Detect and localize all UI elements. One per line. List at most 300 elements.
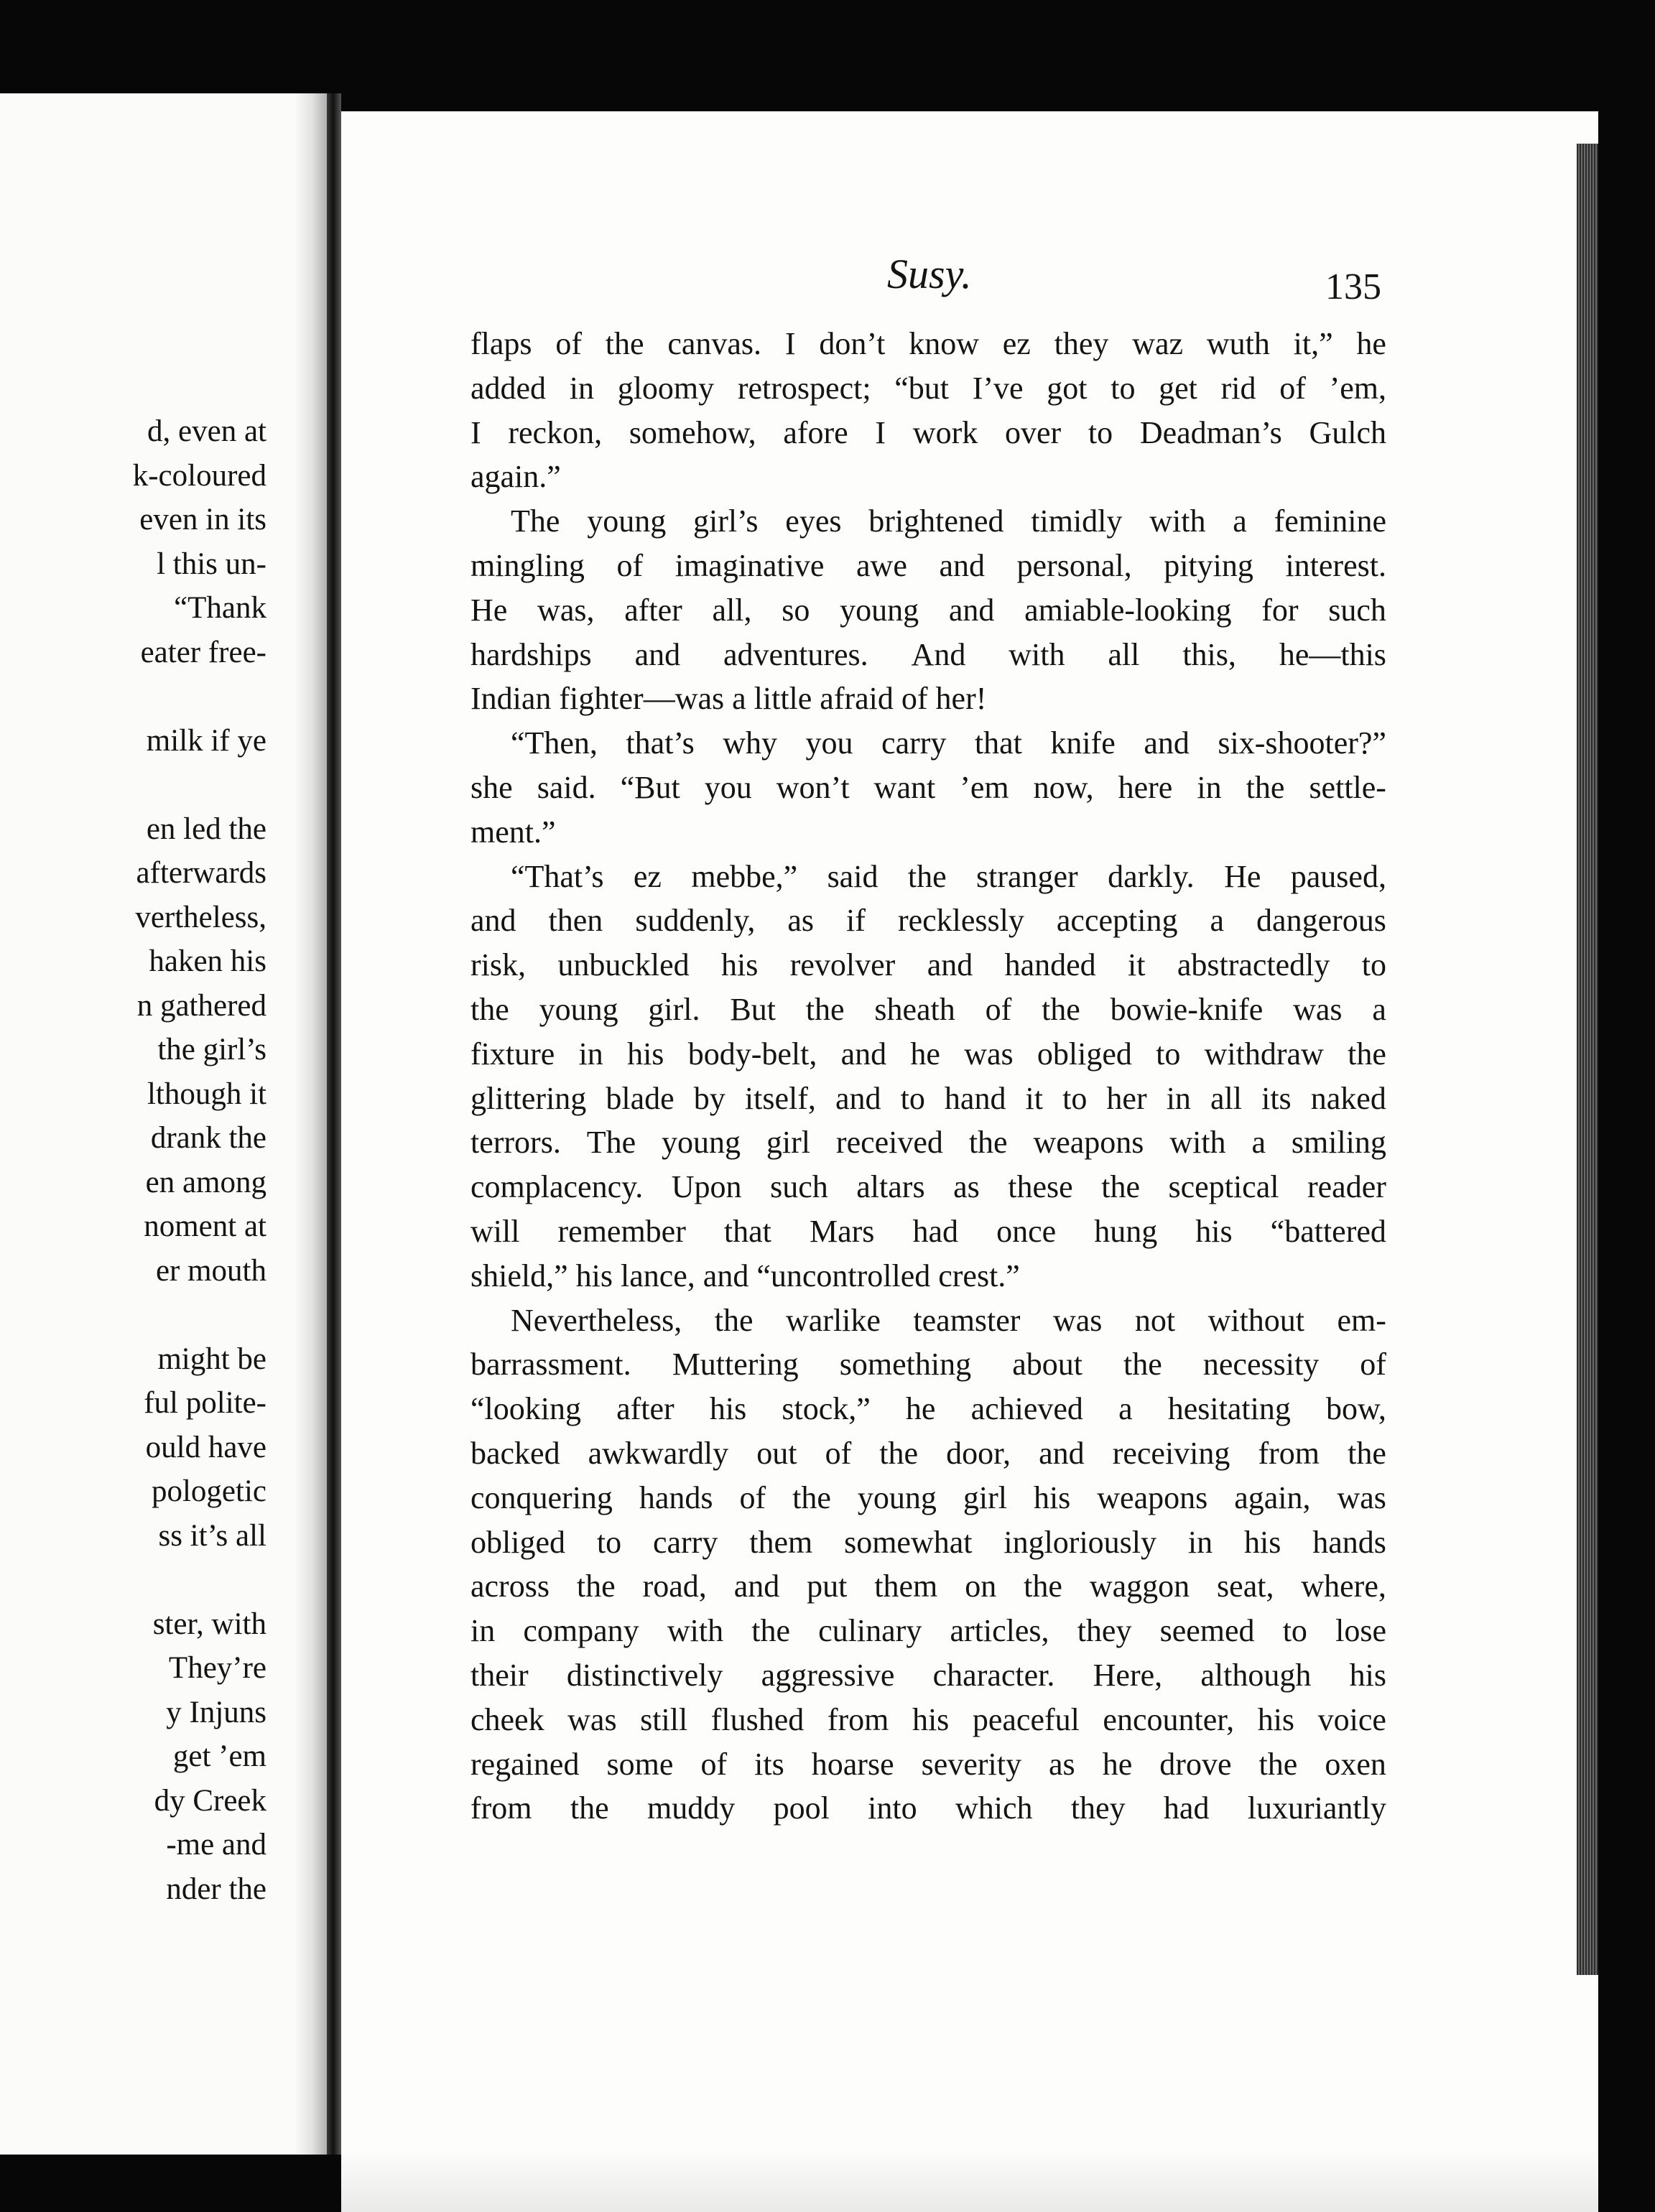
word: the [1024, 1569, 1062, 1604]
word: “But [620, 769, 680, 805]
word: he—this [1279, 636, 1386, 672]
word: for [1261, 592, 1299, 628]
text-line [470, 544, 1386, 588]
word: Here, [1093, 1657, 1163, 1693]
word: and [927, 947, 973, 983]
page-bottom-shadow [341, 2147, 1598, 2212]
word: the [1246, 769, 1285, 805]
text-line [470, 1209, 1386, 1254]
word: he [1102, 1746, 1133, 1782]
word: regained [470, 1746, 580, 1782]
word: it,” [1293, 326, 1333, 361]
word: drove [1159, 1746, 1232, 1782]
word: to [1111, 370, 1136, 406]
word: carry [881, 725, 947, 761]
word: her [1106, 1080, 1147, 1116]
word: I [470, 414, 481, 450]
text-line [470, 322, 1386, 366]
word: the [576, 1569, 616, 1604]
left-page-line: nder the [166, 1872, 266, 1906]
word: the [1258, 1746, 1298, 1782]
word: and [840, 1036, 887, 1072]
left-page-line: “Thank [174, 591, 266, 625]
word: to [1282, 1613, 1307, 1649]
word: somehow, [629, 414, 756, 450]
book-gutter [327, 93, 341, 2155]
word: why [723, 725, 778, 761]
word: to [900, 1080, 925, 1116]
left-page-line: noment at [144, 1209, 266, 1243]
word: she [470, 769, 513, 805]
word: and [939, 547, 985, 583]
left-page-line: dy Creek [154, 1783, 266, 1818]
word: necessity [1202, 1347, 1320, 1382]
word: said [827, 858, 879, 894]
text-line [470, 988, 1386, 1032]
word: girl [766, 1125, 811, 1161]
text-line [470, 1032, 1386, 1077]
word: his [1244, 1524, 1281, 1560]
word: abstractedly [1177, 947, 1330, 983]
word: seat, [1217, 1569, 1274, 1604]
word: stranger [976, 858, 1078, 894]
word: so [782, 592, 810, 628]
word: bow, [1325, 1391, 1386, 1427]
word: of [616, 547, 644, 583]
left-page-line: pologetic [151, 1474, 266, 1508]
word: articles, [950, 1613, 1049, 1649]
word: em- [1337, 1302, 1386, 1338]
left-page-line: ss it’s all [158, 1518, 266, 1553]
word: terrors. [470, 1125, 561, 1161]
word: girl [963, 1479, 1007, 1515]
word: their [470, 1657, 529, 1693]
word: with [1009, 636, 1065, 672]
left-page-line: ful polite- [144, 1386, 266, 1420]
word: was [964, 1036, 1014, 1072]
word: not [1134, 1302, 1176, 1338]
word: teamster [913, 1302, 1021, 1338]
word: suddenly, [635, 903, 756, 939]
word: reckon, [508, 414, 603, 450]
word: He [1224, 858, 1261, 894]
word: reader [1307, 1169, 1386, 1205]
text-line [470, 588, 1386, 633]
word: they [1054, 326, 1109, 361]
word: of [700, 1746, 728, 1782]
word: body-belt, [687, 1036, 817, 1072]
word: he [1356, 326, 1386, 361]
word: he [905, 1391, 936, 1427]
word: achieved [970, 1391, 1083, 1427]
word: hoarse [811, 1746, 894, 1782]
text-line [470, 1520, 1386, 1565]
word: of [985, 991, 1012, 1027]
word: warlike [785, 1302, 881, 1338]
word: character. [932, 1657, 1055, 1693]
word: young [857, 1479, 937, 1515]
word: accepting [1056, 903, 1178, 939]
word: the [470, 991, 509, 1027]
word: young [662, 1125, 741, 1161]
word: recklessly [897, 903, 1024, 939]
word: from [470, 1790, 532, 1826]
word: hardships [470, 636, 592, 672]
word: of [739, 1479, 766, 1515]
word: put [807, 1569, 848, 1604]
word: on [965, 1569, 997, 1604]
word: a [1233, 503, 1247, 539]
left-page-text [0, 409, 266, 1911]
word: waggon [1089, 1569, 1190, 1604]
word: to [596, 1524, 622, 1560]
word: mebbe,” [691, 858, 798, 894]
word: as [787, 903, 815, 939]
word: then [548, 903, 603, 939]
word: a [1118, 1391, 1133, 1427]
word: paused, [1290, 858, 1386, 894]
word: young [587, 503, 667, 539]
word: you [805, 725, 853, 761]
word: naked [1310, 1080, 1386, 1116]
word: and [733, 1569, 780, 1604]
left-page-line: even in its [139, 503, 266, 536]
word: all [1210, 1080, 1243, 1116]
word: you [704, 769, 752, 805]
word: ez [633, 858, 662, 894]
word: that [974, 725, 1022, 761]
word: where, [1301, 1569, 1386, 1604]
word: timidly [1031, 503, 1123, 539]
word: his [721, 947, 759, 983]
word: Gulch [1309, 414, 1386, 450]
word: barrassment. [470, 1347, 631, 1382]
word: brightened [868, 503, 1004, 539]
word: the [1348, 1435, 1386, 1471]
word: sheath [874, 991, 955, 1027]
text-line: shield,” his lance, and “uncontrolled crest.” [470, 1258, 1020, 1293]
word: complacency. [470, 1169, 644, 1205]
left-page-line [0, 674, 266, 719]
word: ingloriously [1003, 1524, 1157, 1560]
word: they [1070, 1790, 1126, 1826]
word: without [1207, 1302, 1305, 1338]
word: some [606, 1746, 674, 1782]
word: a [1372, 991, 1386, 1027]
word: “looking [470, 1391, 581, 1427]
word: personal, [1016, 547, 1132, 583]
word: something [839, 1347, 972, 1382]
word: the [605, 326, 644, 361]
word: knife [1050, 725, 1116, 761]
word: work [912, 414, 978, 450]
word: young [840, 592, 919, 628]
word: ez [1002, 326, 1031, 361]
word: received [835, 1125, 943, 1161]
word: muddy [646, 1790, 736, 1826]
text-line [470, 1476, 1386, 1520]
word: the [751, 1613, 790, 1649]
word: voice [1317, 1701, 1386, 1737]
word: of [1360, 1347, 1386, 1382]
word: after [624, 592, 682, 628]
word: altars [856, 1169, 925, 1205]
word: “but [894, 370, 950, 406]
word: and [634, 636, 681, 672]
word: But [730, 991, 776, 1027]
word: this, [1182, 636, 1236, 672]
text-line [470, 1653, 1386, 1698]
page-number: 135 [1325, 266, 1381, 307]
word: his [1033, 1479, 1071, 1515]
word: oxen [1325, 1746, 1386, 1782]
word: the [1348, 1036, 1386, 1072]
word: “battered [1270, 1213, 1386, 1249]
left-page-line: en among [145, 1165, 266, 1199]
word: mingling [470, 547, 585, 583]
word: pitying [1164, 547, 1253, 583]
word: his [912, 1701, 950, 1737]
word: had [912, 1213, 958, 1249]
word: wuth [1206, 326, 1270, 361]
word: out [756, 1435, 797, 1471]
word: its [754, 1746, 784, 1782]
word: I’ve [972, 370, 1024, 406]
word: that’s [626, 725, 695, 761]
word: weapons [1097, 1479, 1208, 1515]
left-page-line: drank the [150, 1121, 266, 1155]
word: as [953, 1169, 980, 1205]
word: in [569, 370, 594, 406]
word: to [1361, 947, 1386, 983]
word: from [1258, 1435, 1320, 1471]
word: I [875, 414, 886, 450]
word: Deadman’s [1139, 414, 1282, 450]
word: afore [783, 414, 848, 450]
word: bowie-knife [1110, 991, 1264, 1027]
word: unbuckled [557, 947, 690, 983]
word: of [825, 1435, 852, 1471]
word: all, [712, 592, 752, 628]
word: flushed [710, 1701, 805, 1737]
word: over [1004, 414, 1062, 450]
word: was [567, 1701, 617, 1737]
left-page-line [0, 763, 266, 807]
word: door, [946, 1435, 1011, 1471]
word: sceptical [1168, 1169, 1279, 1205]
word: hung [1094, 1213, 1158, 1249]
text-line [470, 1298, 1386, 1343]
word: obliged [1037, 1036, 1132, 1072]
word: Upon [671, 1169, 742, 1205]
word: of [555, 326, 582, 361]
word: young [539, 991, 618, 1027]
left-page-line: l this un- [157, 547, 266, 581]
text-line [470, 855, 1386, 899]
word: hesitating [1167, 1391, 1291, 1427]
word: the [805, 991, 845, 1027]
word: a [1251, 1125, 1266, 1161]
word: hand [944, 1080, 1006, 1116]
word: interest. [1285, 547, 1386, 583]
running-head: Susy. [887, 251, 972, 297]
word: they [1077, 1613, 1132, 1649]
word: withdraw [1204, 1036, 1324, 1072]
word: got [1047, 370, 1088, 406]
word: a [1210, 903, 1225, 939]
word: remember [557, 1213, 686, 1249]
word: carry [652, 1524, 718, 1560]
word: glittering [470, 1080, 587, 1116]
word: I [784, 326, 796, 361]
left-page-line [0, 1293, 266, 1337]
word: Mars [809, 1213, 875, 1249]
word: conquering [470, 1479, 613, 1515]
word: will [470, 1213, 520, 1249]
word: with [667, 1613, 724, 1649]
word: if [846, 903, 866, 939]
word: eyes [785, 503, 842, 539]
word: his [1195, 1213, 1233, 1249]
word: won’t [776, 769, 850, 805]
word: added [470, 370, 547, 406]
word: his [1257, 1701, 1295, 1737]
page-fore-edge [1577, 144, 1598, 1975]
text-line [470, 898, 1386, 943]
word: adventures. [723, 636, 868, 672]
left-page-line: -me and [166, 1828, 266, 1862]
text-line [470, 1698, 1386, 1742]
word: the [1042, 991, 1080, 1027]
word: handed [1004, 947, 1096, 983]
word: of [1279, 370, 1306, 406]
left-page-line: lthough it [147, 1077, 266, 1111]
word: again, [1234, 1479, 1311, 1515]
word: was [1052, 1302, 1103, 1338]
left-page-line: y Injuns [166, 1695, 266, 1729]
word: canvas. [667, 326, 762, 361]
word: the [968, 1125, 1008, 1161]
left-page-line [0, 1558, 266, 1602]
text-line [470, 1120, 1386, 1165]
word: darkly. [1108, 858, 1195, 894]
left-page-line: They’re [168, 1651, 266, 1685]
word: retrospect; [737, 370, 871, 406]
word: the [907, 858, 947, 894]
word: that [723, 1213, 771, 1249]
word: somewhat [844, 1524, 973, 1560]
word: settle- [1309, 769, 1386, 805]
word: about [1012, 1347, 1083, 1382]
word: as [1049, 1746, 1075, 1782]
word: know [909, 326, 979, 361]
word: and [470, 903, 516, 939]
left-page-line: ould have [145, 1430, 266, 1464]
word: once [996, 1213, 1057, 1249]
word: and [948, 592, 995, 628]
word: his [709, 1391, 747, 1427]
word: across [470, 1569, 550, 1604]
word: girl’s [693, 503, 759, 539]
word: with [1169, 1125, 1226, 1161]
word: the [1101, 1169, 1140, 1205]
word: risk, [470, 947, 526, 983]
word: peaceful [972, 1701, 1080, 1737]
left-page-gutter-shadow [295, 93, 327, 2155]
word: luxuriantly [1247, 1790, 1386, 1826]
word: road, [642, 1569, 707, 1604]
word: waz [1132, 326, 1184, 361]
left-page-line: vertheless, [135, 900, 266, 934]
word: stock,” [782, 1391, 871, 1427]
word: it [1025, 1080, 1043, 1116]
word: the [879, 1435, 919, 1471]
text-line [470, 499, 1386, 544]
word: after [616, 1391, 674, 1427]
left-page [0, 93, 327, 2155]
word: was, [537, 592, 595, 628]
text-line [470, 1564, 1386, 1609]
left-page-line: get ’em [172, 1739, 266, 1773]
word: ’em, [1329, 370, 1386, 406]
word: revolver [789, 947, 896, 983]
word: amiable-looking [1024, 592, 1232, 628]
text-line [470, 1786, 1386, 1831]
word: and [835, 1080, 881, 1116]
word: the [1123, 1347, 1162, 1382]
word: He [470, 592, 508, 628]
text-line [470, 721, 1386, 766]
word: them [749, 1524, 813, 1560]
word: his [1349, 1657, 1386, 1693]
word: And [911, 636, 966, 672]
word: in [1187, 1524, 1213, 1560]
word: “Then, [511, 725, 598, 761]
text-line [470, 1077, 1386, 1121]
word: the [570, 1790, 609, 1826]
word: all [1108, 636, 1140, 672]
word: the [714, 1302, 754, 1338]
word: receiving [1112, 1435, 1230, 1471]
word: awe [856, 547, 907, 583]
word: blade [606, 1080, 674, 1116]
word: these [1008, 1169, 1073, 1205]
word: said. [537, 769, 596, 805]
text-line [470, 411, 1386, 455]
word: them [874, 1569, 938, 1604]
word: in [1166, 1080, 1191, 1116]
word: such [770, 1169, 828, 1205]
text-line: Indian fighter—was a little afraid of her! [470, 681, 987, 717]
word: which [955, 1790, 1033, 1826]
word: weapons [1033, 1125, 1144, 1161]
word: by [693, 1080, 725, 1116]
word: dangerous [1256, 903, 1386, 939]
word: from [827, 1701, 889, 1737]
left-page-line: d, even at [147, 414, 266, 448]
word: although [1200, 1657, 1312, 1693]
word: such [1328, 592, 1386, 628]
word: now, [1033, 769, 1094, 805]
word: into [868, 1790, 917, 1826]
left-page-line: haken his [149, 944, 266, 978]
word: backed [470, 1435, 560, 1471]
text-line [470, 1342, 1386, 1387]
word: don’t [819, 326, 886, 361]
word: was [1337, 1479, 1386, 1515]
word: pool [773, 1790, 830, 1826]
left-page-line: n gathered [136, 988, 266, 1023]
